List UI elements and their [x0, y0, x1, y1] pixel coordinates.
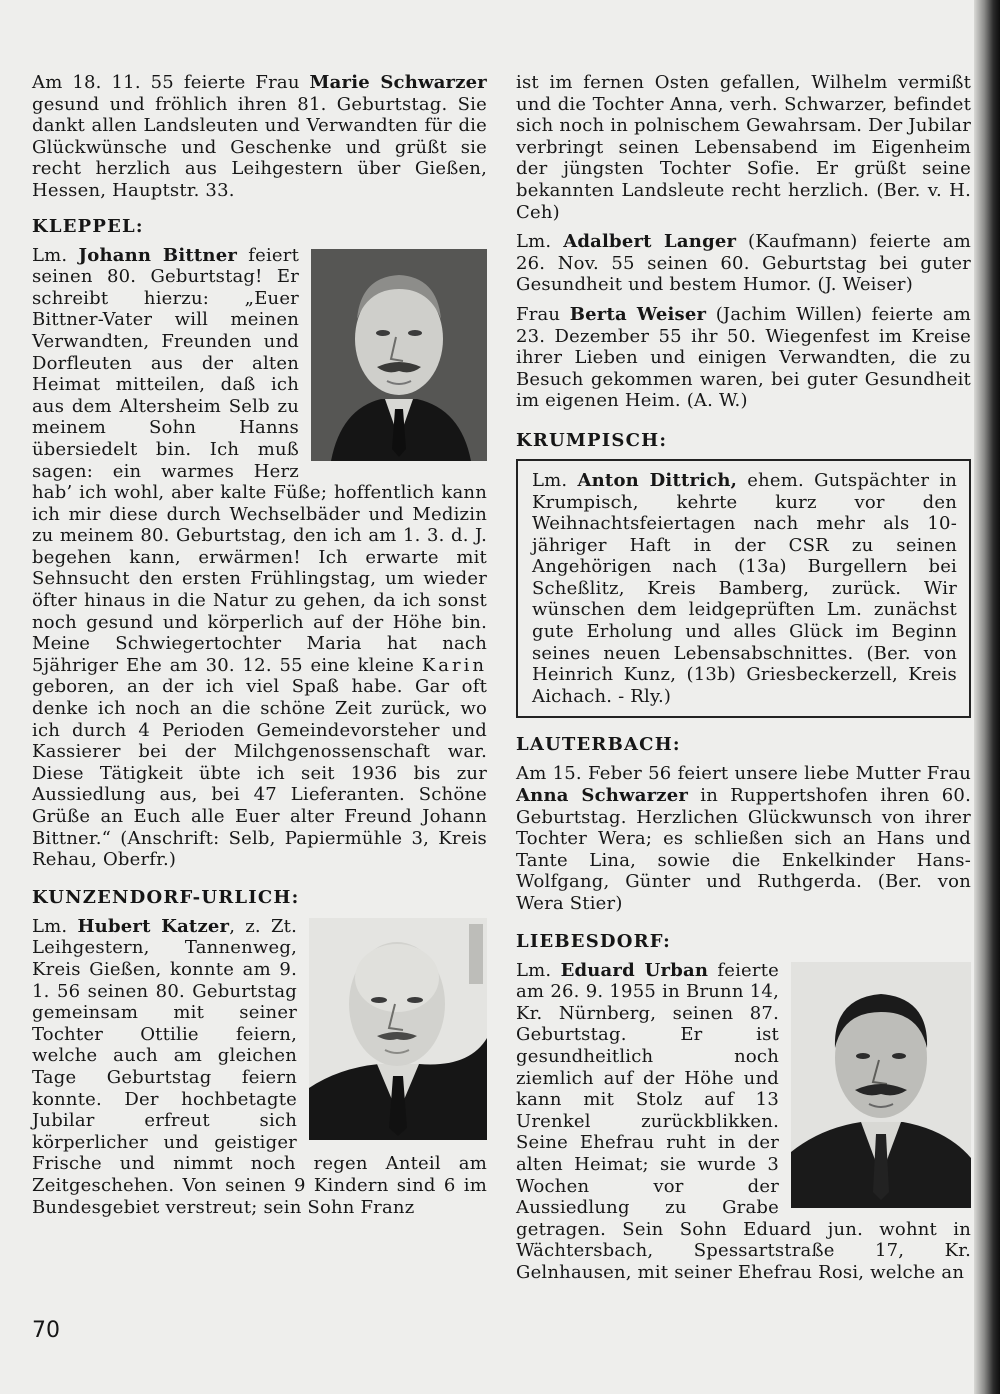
article-schwarzer-anna: Am 15. Feber 56 feiert unsere liebe Mutter Frau Anna Schwarzer in Ruppertshofen ihren 60. Geburtstag. Herzlichen Glückwunsch von ihrer Tochter Wera; es schließen sich an Hans und Tante Lina, sowie die Enkelkinder Hans-Wolfgang, Günter und Ruthgerda. (Ber. von Wera Stier) — [516, 763, 971, 914]
article-weiser: Frau Berta Weiser (Jachim Willen) feierte am 23. Dezember 55 ihr 50. Wiegenfest im Kreise ihrer Lieben und einigen Verwandten, die zu Besuch gekommen waren, bei guter Gesundheit im eigenen Heim. (A. W.) — [516, 303, 971, 412]
portrait-photo-urban — [791, 962, 971, 1208]
portrait-photo-bittner — [311, 249, 487, 461]
heading-liebesdorf: LIEBESDORF: — [516, 930, 671, 952]
heading-kleppel: KLEPPEL: — [32, 215, 144, 237]
article-dittrich: Lm. Anton Dittrich, ehem. Gutspächter in Krumpisch, kehrte kurz vor den Weihnachtsfeiertagen nach mehr als 10-jähriger Haft in der CSR zu seinen Angehörigen nach (13a) Burgellern bei Scheßlitz, Kreis Bamberg, zurück. Wir wünschen dem leidgeprüften Lm. zunächst gute Erholung und alles Glück im Beginn seines neuen Lebensabschnittes. (Ber. von Heinrich Kunz, (13b) Griesbeckerzell, Kreis Aichach. - Rly.) — [532, 469, 958, 707]
heading-kunzendorf-urlich: KUNZENDORF-URLICH: — [32, 886, 300, 908]
left-column — [32, 72, 487, 1226]
article-langer: Lm. Adalbert Langer (Kaufmann) feierte am 26. Nov. 55 seinen 60. Geburtstag bei guter Gesundheit und bestem Humor. (J. Weiser) — [516, 231, 972, 296]
article-schwarzer-marie: Am 18. 11. 55 feierte Frau Marie Schwarzer gesund und fröhlich ihren 81. Geburtstag. Sie dankt allen Landsleuten und Verwandten für die Glückwünsche und Geschenke und grüßt sie recht herzlich aus Leihgestern über Gießen, Hessen, Hauptstr. 33. — [32, 72, 487, 201]
book-spine-shadow — [974, 0, 1000, 1394]
portrait-photo-katzer — [309, 918, 487, 1140]
heading-lauterbach: LAUTERBACH: — [516, 734, 681, 756]
article-continuation-katzer: ist im fernen Osten gefallen, Wilhelm vermißt und die Tochter Anna, verh. Schwarzer, befindet sich noch in polnischem Gewahrsam. Der Jubilar verbringt seinen Lebensabend im Eigenheim der jüngsten Tochter Sofie. Er grüßt seine bekannten Landsleute recht herzlich. (Ber. v. H. Ceh) — [516, 72, 971, 223]
article-urban: Lm. Eduard Urban feierte am 26. 9. 1955 in Brunn 14, Kr. Nürnberg, seinen 87. Geburtstag. Er ist gesundheitlich noch ziemlich auf der Höhe und kann mit Stolz auf 13 Urenkel zurückblikken. Seine Ehefrau ruht in der alten Heimat; sie wurde 3 Wochen vor der Aussiedlung zu Grabe getragen. Sein Sohn Eduard jun. wohnt in Wächtersbach, Spessartstraße 17, Kr. Gelnhausen, mit seiner Ehefrau Rosi, welche an — [516, 959, 971, 1283]
article-katzer: Lm. Hubert Katzer, z. Zt. Leihgestern, Tannenweg, Kreis Gießen, konnte am 9. 1. 56 seinen 80. Geburtstag gemeinsam mit seiner Tochter Ottilie feiern, welche auch am gleichen Tage Geburtstag feiern konnte. Der hochbetagte Jubilar erfreut sich körperlicher und geistiger Frische und nimmt noch regen Anteil am Zeitgeschehen. Von seinen 9 Kindern sind 6 im Bundesgebiet verstreut; sein Sohn Franz — [32, 915, 487, 1218]
heading-krumpisch: KRUMPISCH: — [516, 429, 668, 451]
right-column — [516, 72, 971, 1292]
boxed-notice-dittrich — [516, 459, 971, 719]
article-bittner: Lm. Johann Bittner feiert seinen 80. Geburtstag! Er schreibt hierzu: „Euer Bittner-Vater will meinen Verwandten, Freunden und Dorfleuten aus der alten Heimat mitteilen, daß ich aus dem Altersheim Selb zu meinem Sohn Hanns übersiedelt bin. Ich muß sagen: ein warmes Herz hab’ ich wohl, aber kalte Füße; hoffentlich kann ich mir diese durch Wechselbäder und Medizin zu meinem 80. Geburtstag, den ich am 1. 3. d. J. begehen kann, erwärmen! Ich erwarte mit Sehnsucht den ersten Frühlingstag, um wieder öfter hinaus in die Natur zu gehen, da ich sonst noch gesund und körperlich auf der Höhe bin. Meine Schwiegertochter Maria hat nach 5jähriger Ehe am 30. 12. 55 eine kleine Karin geboren, an der ich viel Spaß habe. Gar oft denke ich noch an die schöne Zeit zurück, wo ich durch 4 Perioden Gemeindevorsteher und Kassierer bei der Milchgenossenschaft war. Diese Tätigkeit übte ich seit 1936 bis zur Aussiedlung aus, bei 47 Lieferanten. Schöne Grüße an Euch alle Euer alter Freund Johann Bittner.“ (Anschrift: Selb, Papiermühle 3, Kreis Rehau, Oberfr.) — [32, 244, 487, 871]
page-number: 70 — [32, 1318, 60, 1343]
